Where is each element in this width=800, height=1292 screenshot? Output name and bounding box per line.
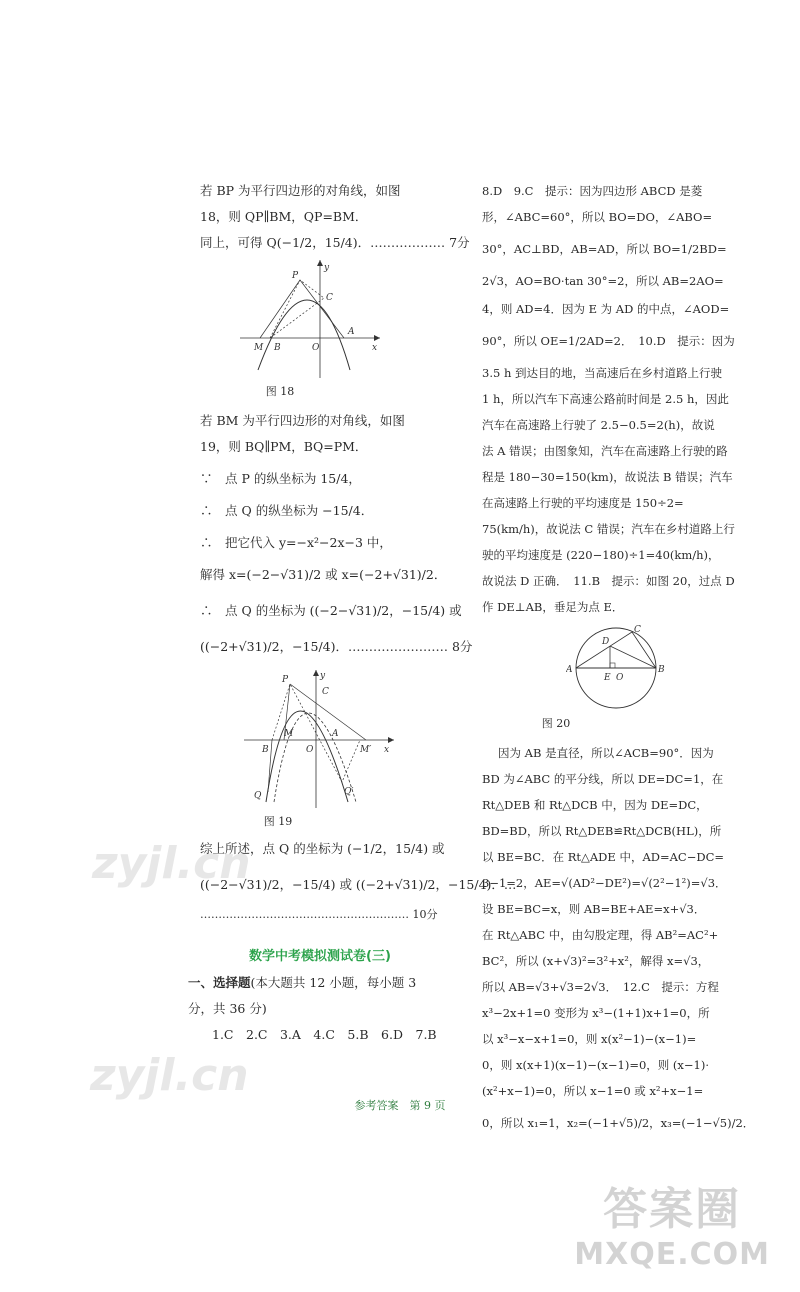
section-title: 数学中考模拟测试卷(三) <box>249 949 391 964</box>
text-line: 程是 180−30=150(km)，故说法 B 错误；汽车 <box>482 470 733 484</box>
text-line: 在高速路上行驶的平均速度是 150÷2= <box>482 496 684 510</box>
text-line: 75(km/h)，故说法 C 错误；汽车在乡村道路上行 <box>482 522 735 536</box>
text-line: ∴ 把它代入 y=−x²−2x−3 中， <box>200 535 392 550</box>
text-line: ((−2+√31)/2，−15/4)．…………………… 8分 <box>200 639 473 654</box>
text-line: x³−2x+1=0 变形为 x³−(1+1)x+1=0，所 <box>482 1006 710 1020</box>
text-line: 若 BP 为平行四边形的对角线，如图 <box>200 183 401 198</box>
text-line: Rt△DEB 和 Rt△DCB 中，因为 DE=DC， <box>482 798 708 812</box>
text-line: 解得 x=(−2−√31)/2 或 x=(−2+√31)/2． <box>200 567 447 582</box>
label-x: x <box>372 343 378 353</box>
watermark: zyjl.cn <box>92 838 251 889</box>
label-y: y <box>320 671 326 681</box>
text-line: 形，∠ABC=60°，所以 BO=DO，∠ABO= <box>482 210 713 224</box>
text-line: BD=BD，所以 Rt△DEB≌Rt△DCB(HL)，所 <box>482 824 722 838</box>
label-E: E <box>604 673 611 683</box>
section-note: (本大题共 12 小题，每小题 3 <box>250 975 417 990</box>
section-note-2: 分，共 36 分) <box>188 1001 267 1016</box>
text-line: 因为 AB 是直径，所以∠ACB=90°．因为 <box>498 746 714 760</box>
label-B: B <box>274 343 281 353</box>
text-line: 1 h，所以汽车下高速公路前时间是 2.5 h，因此 <box>482 392 729 406</box>
text-line: 4，则 AD=4．因为 E 为 AD 的中点，∠AOD= <box>482 302 730 316</box>
text-line: ∴ 点 Q 的纵坐标为 −15/4． <box>200 503 374 518</box>
label-Q-prime: Q′ <box>344 787 354 797</box>
site-logo <box>574 1173 770 1272</box>
text-line: 3.5 h 到达目的地，当高速后在乡村道路上行驶 <box>482 366 723 380</box>
label-x: x <box>384 745 390 755</box>
text-line: 3−1=2，AE=√(AD²−DE²)=√(2²−1²)=√3． <box>482 876 727 890</box>
figure-19-caption: 图 19 <box>263 815 293 828</box>
text-line: 综上所述，点 Q 的坐标为 (−1/2，15/4) 或 <box>200 841 445 856</box>
text-line: 以 BE=BC．在 Rt△ADE 中，AD=AC−DC= <box>482 850 725 864</box>
text-line: 驶的平均速度是 (220−180)÷1=40(km/h)， <box>482 548 720 562</box>
label-M-prime: M′ <box>360 745 372 755</box>
figure-18-graph <box>240 260 380 380</box>
section-heading-line <box>188 970 440 996</box>
left-column <box>188 178 517 1048</box>
figure-18 <box>240 260 440 380</box>
right-column <box>482 178 754 1136</box>
label-B: B <box>262 745 269 755</box>
label-O: O <box>312 343 320 353</box>
text-line: (x²+x−1)=0，所以 x−1=0 或 x²+x−1= <box>482 1084 704 1098</box>
label-Q: Q <box>254 791 262 801</box>
figure-19-graph <box>244 670 394 810</box>
text-line: ∴ 点 Q 的坐标为 ((−2−√31)/2，−15/4) 或 <box>200 603 462 618</box>
figure-20 <box>566 624 754 712</box>
answers-line: 1.C 2.C 3.A 4.C 5.B 6.D 7.B <box>212 1027 437 1042</box>
figure-19 <box>244 670 440 810</box>
label-D: D <box>602 637 610 647</box>
label-y: y <box>324 263 330 273</box>
text-line: 30°，AC⊥BD，AB=AD，所以 BO=1/2BD= <box>482 242 727 256</box>
label-A: A <box>566 665 573 675</box>
text-line: 同上，可得 Q(−1/2，15/4)．……………… 7分 <box>200 235 470 250</box>
text-line: 18，则 QP∥BM，QP=BM． <box>200 209 368 224</box>
text-line: ∵ 点 P 的纵坐标为 15/4， <box>200 471 361 486</box>
label-P: P <box>292 271 299 281</box>
label-O: O <box>306 745 314 755</box>
figure-18-caption: 图 18 <box>265 385 295 398</box>
label-A: A <box>332 729 339 739</box>
label-C: C <box>326 293 333 303</box>
text-line: ………………………………………………… 10分 <box>200 908 438 921</box>
text-line: 法 A 错误；由图象知，汽车在高速路上行驶的路 <box>482 444 728 458</box>
label-A: A <box>348 327 355 337</box>
text-line: 2√3，AO=BO·tan 30°=2，所以 AB=2AO= <box>482 274 724 288</box>
label-M: M <box>284 729 294 739</box>
label-M: M <box>254 343 264 353</box>
logo-text-top: 答案圈 <box>603 1184 742 1235</box>
logo-text-bottom: MXQE.COM <box>574 1237 770 1272</box>
label-C: C <box>634 625 641 635</box>
label-O: O <box>616 673 624 683</box>
watermark: zyjl.cn <box>90 1050 249 1101</box>
text-line: 8.D 9.C 提示：因为四边形 ABCD 是菱 <box>482 184 703 198</box>
text-line: 在 Rt△ABC 中，由勾股定理，得 AB²=AC²+ <box>482 928 719 942</box>
section-heading: 一、选择题 <box>188 975 251 990</box>
text-line: 所以 AB=√3+√3=2√3． 12.C 提示：方程 <box>482 980 719 994</box>
label-C: C <box>322 687 329 697</box>
figure-20-graph <box>566 624 676 712</box>
text-line: 设 BE=BC=x，则 AB=BE+AE=x+√3． <box>482 902 706 916</box>
text-line: 故说法 D 正确． 11.B 提示：如图 20，过点 D <box>482 574 735 588</box>
label-P: P <box>282 675 289 685</box>
text-line: ((−2−√31)/2，−15/4) 或 ((−2+√31)/2，−15/4)．… <box>200 877 517 892</box>
label-B: B <box>658 665 665 675</box>
text-line: 作 DE⊥AB，垂足为点 E． <box>482 600 624 614</box>
text-line: 0，则 x(x+1)(x−1)−(x−1)=0，则 (x−1)· <box>482 1058 710 1072</box>
text-line: 19，则 BQ∥PM，BQ=PM． <box>200 439 368 454</box>
text-line: 汽车在高速路上行驶了 2.5−0.5=2(h)，故说 <box>482 418 715 432</box>
figure-20-caption: 图 20 <box>541 717 571 730</box>
text-line: 以 x³−x−x+1=0，则 x(x²−1)−(x−1)= <box>482 1032 697 1046</box>
text-line: BD 为∠ABC 的平分线，所以 DE=DC=1，在 <box>482 772 724 786</box>
text-line: 若 BM 为平行四边形的对角线，如图 <box>200 413 405 428</box>
text-line: BC²，所以 (x+√3)²=3²+x²，解得 x=√3， <box>482 954 710 968</box>
text-line: 90°，所以 OE=1/2AD=2． 10.D 提示：因为 <box>482 334 735 348</box>
text-line: 0，所以 x₁=1，x₂=(−1+√5)/2，x₃=(−1−√5)/2． <box>482 1116 755 1130</box>
page-footer: 参考答案 第 9 页 <box>354 1099 446 1112</box>
